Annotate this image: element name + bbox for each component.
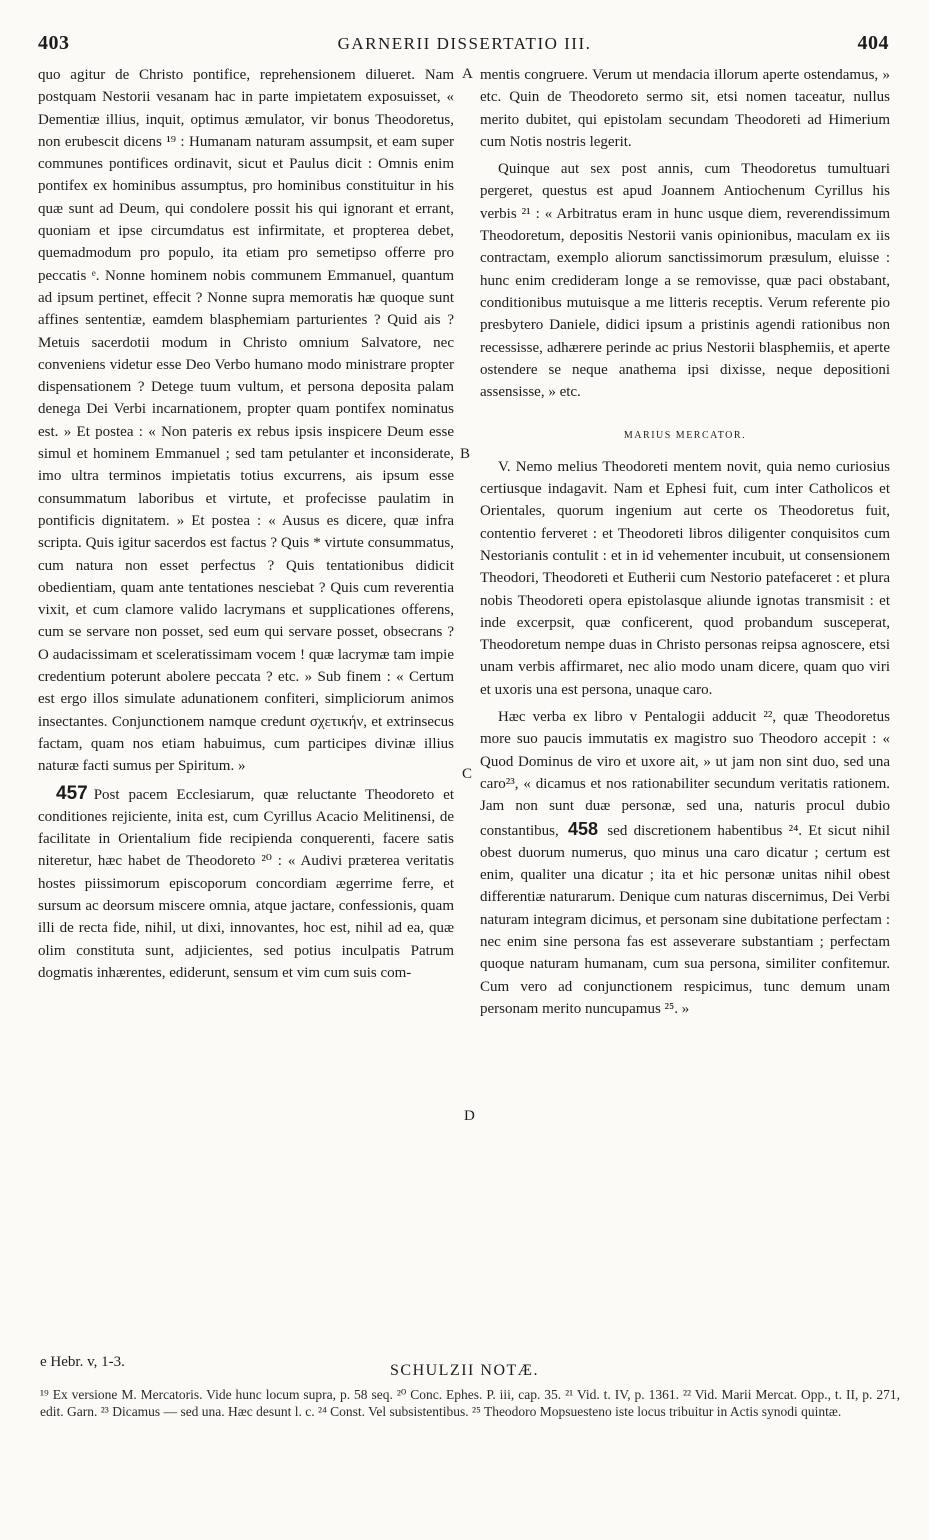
left-column	[38, 64, 454, 984]
margin-marker-d: D	[464, 1108, 475, 1124]
right-paragraph-4b: sed discretionem habentibus ²⁴. Et sicut nihil obest duorum numerus, quo minus una caro dicatur ; certum est enim, qualiter una dicatur ; ita et hic personæ unitas nihil obest differentiæ naturarum. Denique cum naturas discernimus, Dei Verbi naturam integram dicimus, et personam sine dubitatione perfectam : nec enim sine persona fas est asseverare substantiam ; perfectam quoque naturam humanam, cum sua persona, similiter confitemur. Cum vero ad conjunctionem respicimus, tunc demum unam personam merito nuncupamus ²⁵. »	[480, 822, 890, 1017]
right-paragraph-4a: Hæc verba ex libro v Pentalogii adducit ²², quæ Theodoretus more suo paucis immutatis ex magistro suo Theodoro accepit : « Quod Dominus de viro et uxore ait, » ut jam non sint duo, sed una caro²³, « dicamus et nos rationabiliter secundum veritatis rationem. Jam non sunt duæ personæ, sed una, naturis procul dubio constantibus,	[480, 709, 890, 839]
running-title: GARNERII DISSERTATIO III.	[337, 34, 592, 53]
notes-text: ¹⁹ Ex versione M. Mercatoris. Vide hunc locum supra, p. 58 seq. ²⁰ Conc. Ephes. P. iii, cap. 35. ²¹ Vid. t. IV, p. 1361. ²² Vid. Marii Mercat. Opp., t. II, p. 271, edit. Garn. ²³ Dicamus — sed una. Hæc desunt l. c. ²⁴ Const. Vel subsistentibus. ²⁵ Theodoro Mopsuesteno iste locus tribuitur in Actis synodi quintæ.	[40, 1387, 900, 1419]
page-header	[0, 26, 929, 56]
notes-heading: SCHULZII NOTÆ.	[390, 1362, 539, 1379]
page-number-left: 403	[38, 32, 70, 54]
right-paragraph-2: Quinque aut sex post annis, cum Theodoretus tumultuari pergeret, questus est apud Joannem Antiochenum Cyrillus his verbis ²¹ : « Arbitratus eram in hunc usque diem, reverendissimum Theodoretum, depositis Nestorii vanis opinionibus, maculam ex iis contractam, exemplo aliorum sanctissimorum præsulum, eluisse : hunc enim credideram longe a se removisse, quæ paci obstabant, conditionibus mutuisque a me litteris receptis. Verum referente pio presbytero Daniele, didici ipsum a pristinis agendi rationibus non recessisse, adhærere perinde ac prius Nestorii blasphemiis, et aperte ostendere se neque anathema ipsi dixisse, neque depositioni assensisse, » etc.	[480, 161, 890, 401]
margin-marker-c: C	[462, 766, 473, 782]
margin-marker-a: A	[462, 66, 473, 82]
left-paragraph-2	[38, 783, 454, 985]
right-paragraph-3: V. Nemo melius Theodoreti mentem novit, quia nemo curiosius certiusque indagavit. Nam et Ephesi fuit, cum inter Catholicos et Orientales, quorum ingenium aut certe os Theodoretus fuit, contentio ferveret : et Theodoreti libros diligenter conquisitos cum Nestorianis contulit : et in id vehementer incubuit, ut consensionem Theodori, Theodoreti et Eutherii cum Nestorio patefaceret : et plura nobis Theodoreti opera epistolasque aliunde ignotas transmisit : et inde excerpsit, quæ conficerent, quod probandum susceperat, Theodoretum nempe duas in Christo personas reipsa agnoscere, etsi unam verbis affirmaret, nec alio modo unam dicere, quam quo viri et uxoris una est persona, unaque caro.	[480, 458, 890, 698]
left-paragraph-1: quo agitur de Christo pontifice, reprehensionem dilueret. Nam postquam Nestorii vesanam hac in parte impietatem exposuisset, « Dementiæ illius, inquit, optimus æmulator, vir bonus Theodoretus, non erubescit dicens ¹⁹ : Humanam naturam assumpsit, et eam super communes pontifices ordinavit, sicut et Paulus dicit : Omnis enim pontifex ex hominibus assumptus, pro hominibus constituitur in his quæ sunt ad Deum, qui condolere possit his qui ignorant et errant, quoniam et ipse circumdatus est infirmitate, et propterea debet, quemadmodum pro populo, ita etiam pro semetipso offerre pro peccatis ᵉ. Nonne hominem nobis communem Emmanuel, quantum ad ipsum pertinet, effecit ? Nonne supra memoratis hæ quoque sunt affines sententiæ, eamdem blasphemiam parturientes ? Quid ais ? Metuis sacerdotii modum in Christo omnium Salvatore, nec conveniens videtur esse Deo Verbo humano modo ministrare propter dispensationem ? Detege tuum vultum, et persona deposita palam denega Dei Verbi incarnationem, propter quam pontifex nominatus est. » Et postea : « Non pateris ex rebus ipsis inspicere Deum esse simul et hominem Emmanuel ; sed tam petulanter et inconsiderate, imo ultra terminos impietatis totius excurrens, ais ipsum esse consummatum laboribus et virtute, et profecisse paulatim in pontificis dignitatem. » Et postea : « Ausus es dicere, quæ infra scripta. Quis igitur sacerdos est factus ? Quis * virtute consummatus, cum natura non esset perfectus ? Quis tentationibus didicit obedientiam, quam ante tentationes nesciebat ? Quis cum reverentia vixit, et cum clamore valido lacrymans et supplicationes offerens, cum se servare non posset, sed eum qui servare posset, obsecrans ? O audacissimam et sceleratissimam vocem ! quæ lacrymæ tam impie credentium poterunt abolere peccata ? etc. » Sub finem : « Certum est ergo illos simulate adunationem confiteri, simpliciorum animos insectantes. Conjunctionem namque credunt σχετικήν, et extrinsecus factam, quam nos etiam habuimus, cum participes divinæ illius naturæ facti sumus per Spiritum. »	[38, 67, 454, 775]
margin-marker-b: B	[460, 446, 471, 462]
section-heading: MARIUS MERCATOR.	[623, 430, 747, 442]
column-page-number: 457	[56, 782, 88, 804]
column-page-number: 458	[568, 818, 599, 839]
right-paragraph-4	[480, 706, 890, 1020]
page-number-right: 404	[857, 32, 889, 54]
right-paragraph-1: mentis congruere. Verum ut mendacia illorum aperte ostendamus, » etc. Quin de Theodoreto sermo sit, etsi nomen taceatur, nullus merito dubitet, qui epistolam secundam Theodoreti ad Himerium cum Notis nostris legerit.	[480, 67, 890, 150]
right-column	[480, 64, 890, 1020]
left-paragraph-2-text: Post pacem Ecclesiarum, quæ reluctante Theodoreto et conditiones rejiciente, inita est, cum Cyrillus Acacio Melitinensi, de facilitate in Orientalium fide recipienda conquerenti, facere satis niteretur, hæc habet de Theodoreto ²⁰ : « Audivi præterea veritatis hostes piissimorum episcoporum concordiam ægerrime ferre, et sursum ac deorsum miscere omnia, atque jactare, confessionis, quam illi de recta fide, nihil, ut dixi, innovantes, hoc est, nihil ad ea, quæ olim constituta sunt, adjicientes, sed potius inculpatis Patrum dogmatis inhærentes, ediderunt, sensum et vim cum suis com-	[38, 786, 454, 981]
footnote-left: e Hebr. v, 1-3.	[40, 1354, 125, 1370]
